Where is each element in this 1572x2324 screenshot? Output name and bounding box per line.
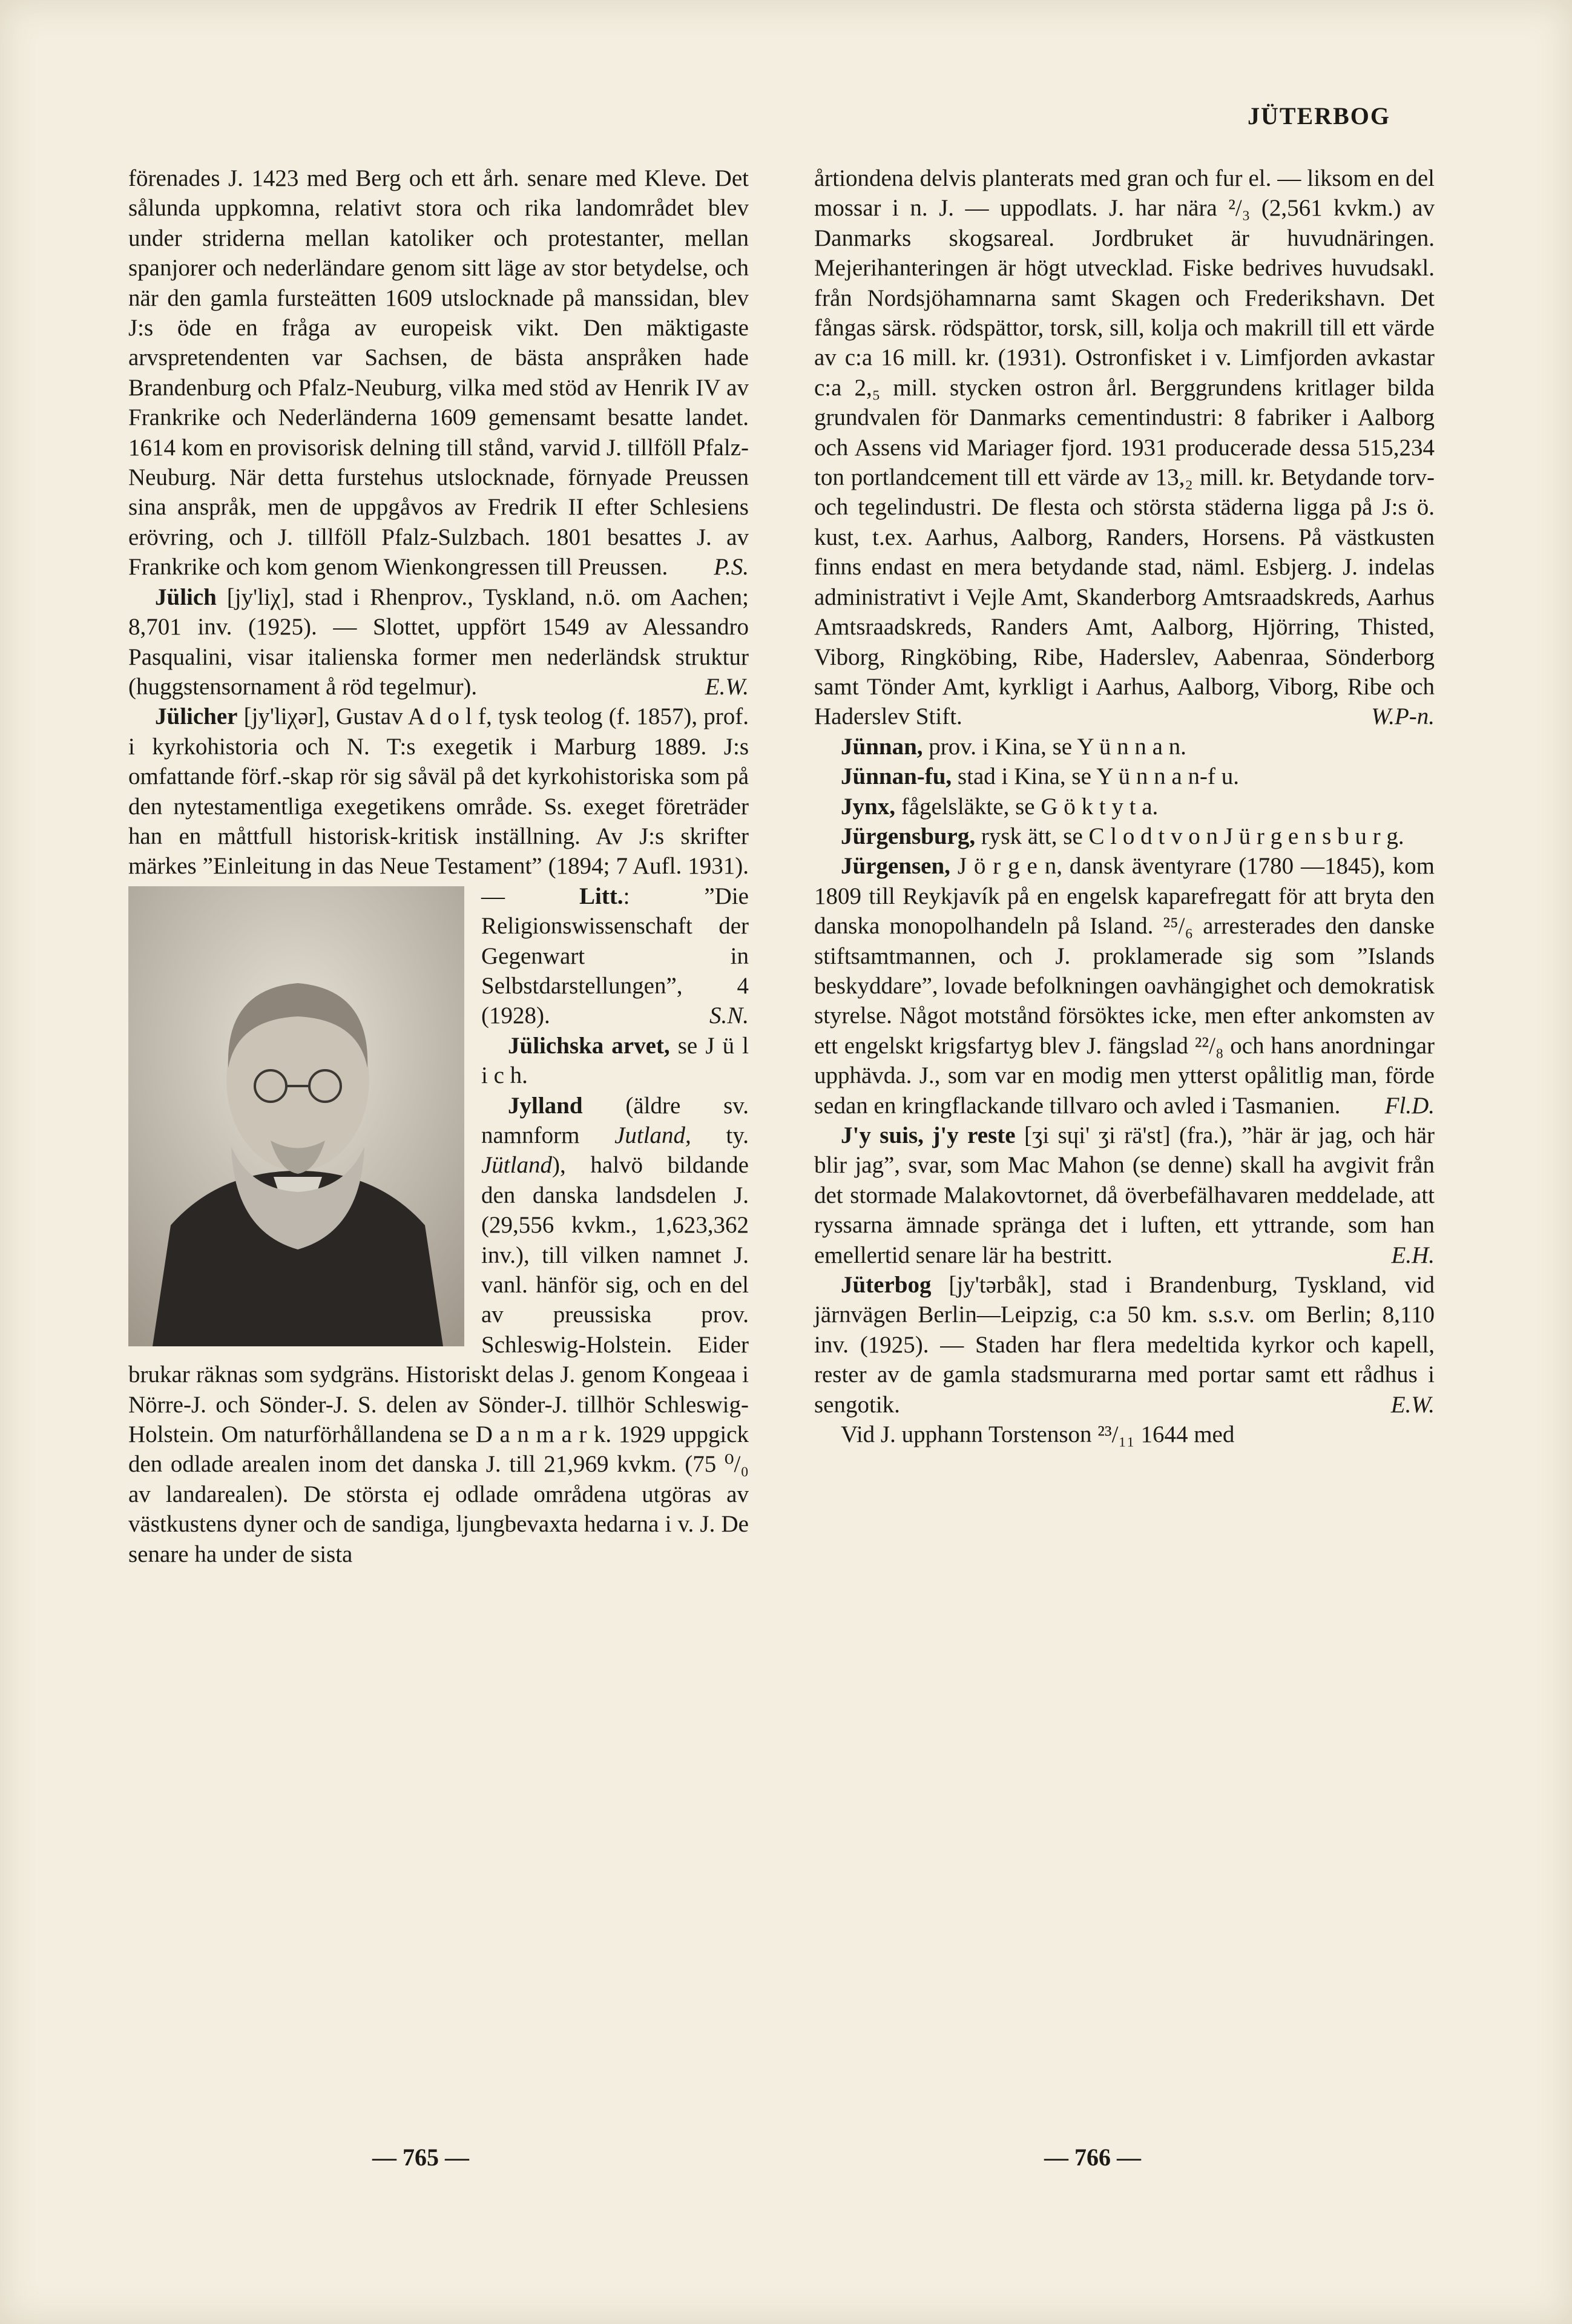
running-header: JÜTERBOG <box>1247 102 1390 130</box>
entry-jynx: Jynx, fågelsläkte, se G ö k t y t a. <box>841 793 1159 820</box>
signature: Fl.D. <box>1384 1092 1435 1119</box>
entry-jylland: Jylland (äldre sv. namnform Jutland, ty. Jütland), halvö bildande den danska landsdelen J. (29,556 kvkm., 1,623,362 inv.), till vilken namnet J. vanl. hänför sig, och en del av preussiska prov. Schleswig-Holstein. Eider brukar räknas som sydgräns. Historiskt delas J. genom Kongeaa i Nörre-J. och Sönder-J. S. delen av Sönder-J. tillhör Schleswig-Holstein. Om naturförhållandena se D a n m a r k. 1929 uppgick den odlade arealen inom det danska J. till 21,969 kvkm. (75 ⁰/₀ av landarealen). De största ej odlade områdena utgöras av västkustens dyner och de sandiga, ljungbevaxta hedarna i v. J. De senare ha under de sista <box>128 1092 749 1567</box>
entry-headword: J'y suis, j'y reste <box>841 1122 1016 1148</box>
entry-julichska-arvet: Jülichska arvet, se J ü l i c h. <box>481 1032 749 1089</box>
signature: E.W. <box>705 673 749 700</box>
alternate-name: Jütland <box>481 1152 552 1179</box>
entry-headword: Jülicher <box>155 703 238 730</box>
entry-headword: Jynx, <box>841 793 895 820</box>
cross-reference: J ü l i c h. <box>481 1032 749 1089</box>
entry-juterbog: Jüterbog [jy'tərbåk], stad i Brandenburg, Tyskland, vid järnvägen Berlin—Leipzig, c:a 50 km. s.s.v. om Berlin; 8,110 inv. (1925). — Staden har flera medeltida kyrkor och kapell, rester av de gamla stadsmurarna med portar samt ett rådhus i sengotik. E.W. <box>814 1270 1435 1420</box>
right-column <box>814 163 1435 1449</box>
signature: P.S. <box>714 554 749 581</box>
entry-headword: Jürgensen, <box>841 853 950 880</box>
paragraph-jylland-continued: årtiondena delvis planterats med gran och fur el. — liksom en del mossar i n. J. — uppodlats. J. har nära ²/₃ (2,561 kvkm.) av Danmarks skogsareal. Jordbruket är huvudnäringen. Mejerihanteringen är högt utvecklad. Fiske bedrives huvudsakl. från Nordsjöhamnarna samt Skagen och Frederikshavn. Det fångas särsk. rödspättor, torsk, sill, kolja och makrill till ett värde av c:a 16 mill. kr. (1931). Ostronfisket i v. Limfjorden avkastar c:a 2,₅ mill. stycken ostron årl. Berggrundens kritlager bilda grundvalen för Danmarks cementindustri: 8 fabriker i Aalborg och Assens vid Mariager fjord. 1931 producerade dessa 515,234 ton portlandcement till ett värde av 13,₂ mill. kr. Betydande torv- och tegelindustri. De flesta och största städerna ligga på J:s ö. kust, t.ex. Aarhus, Aalborg, Randers, Horsens. På västkusten finns endast en mera betydande stad, näml. Esbjerg. J. indelas administrativt i Vejle Amt, Skanderborg Amtsraadskreds, Aarhus Amtsraadskreds, Randers Amt, Aalborg, Hjörring, Thisted, Viborg, Ringköbing, Ribe, Haderslev, Aabenraa, Sönderborg samt Tönder Amt, kyrkligt i Aarhus, Aalborg, Viborg, Ribe och Haderslev Stift. W.P-n. <box>814 163 1435 732</box>
left-column <box>128 163 749 1569</box>
cross-reference: Y ü n n a n-f u. <box>1096 763 1239 790</box>
entry-headword: Jülich <box>155 584 217 610</box>
entry-jurgensburg: Jürgensburg, rysk ätt, se C l o d t v o n J ü r g e n s b u r g. <box>841 823 1404 849</box>
signature: S.N. <box>709 1002 749 1029</box>
entry-headword: Jülichska arvet, <box>508 1032 670 1059</box>
spaced-name: J ö r g e n <box>950 853 1057 880</box>
signature: E.W. <box>1390 1391 1435 1418</box>
entry-jy-suis: J'y suis, j'y reste [ʒi sɥi' ʒi rä'st] (fra.), ”här är jag, och här blir jag”, svar, som Mac Mahon (se denne) skall ha avgivit från det stormade Malakovtornet, då överbefälhavaren meddelade, att ryssarna ämnade spränga det i luften, ett yttrande, som han emellertid senare lär ha bestritt. E.H. <box>814 1121 1435 1270</box>
entry-headword: Jünnan-fu, <box>841 763 952 790</box>
entry-headword: Jüterbog <box>841 1272 932 1299</box>
signature: W.P-n. <box>1371 703 1435 730</box>
signature: E.H. <box>1391 1242 1435 1268</box>
paragraph-julich-continued: förenades J. 1423 med Berg och ett årh. senare med Kleve. Det sålunda uppkomna, relativt stora och rika landområdet blev under striderna mellan katoliker och protestanter, mellan spanjorer och nederländare genom sitt läge av stor betydelse, och när den gamla fursteätten 1609 utslocknade på manssidan, blev J:s öde en fråga av europeisk vikt. Den mäktigaste arvspretendenten var Sachsen, de bästa anspråken hade Brandenburg och Pfalz-Neuburg, vilka med stöd av Henrik IV av Frankrike och Nederländerna 1609 gemensamt besatte landet. 1614 kom en provisorisk delning till stånd, varvid J. tillföll Pfalz-Neuburg. När detta furstehus utslocknade, förnyade Preussen sina anspråk, men de uppgåvos av Fredrik II efter Schlesiens erövring, och J. tillföll Pfalz-Sulzbach. 1801 besattes J. av Frankrike och kom genom Wienkongressen till Preussen. P.S. <box>128 163 749 582</box>
entry-headword: Jünnan, <box>841 733 923 760</box>
entry-headword: Jürgensburg, <box>841 823 976 849</box>
entry-headword: Jylland <box>508 1092 583 1119</box>
entry-julich: Jülich [jy'liχ], stad i Rhenprov., Tyskland, n.ö. om Aachen; 8,701 inv. (1925). — Slottet, uppfört 1549 av Alessandro Pasqualini, visar italienska former men nederländsk struktur (huggstensornament å röd tegelmur). E.W. <box>128 582 749 702</box>
alternate-name: Jutland, <box>614 1122 691 1148</box>
portrait-photo <box>128 886 464 1346</box>
paragraph-torstenson: Vid J. upphann Torstenson ²³/₁₁ 1644 med <box>841 1421 1235 1448</box>
portrait-image <box>128 886 464 1346</box>
entry-junnan: Jünnan, prov. i Kina, se Y ü n n a n. <box>841 733 1186 760</box>
cross-reference: D a n m a r k. <box>475 1421 612 1448</box>
entry-julicher: Jülicher [jy'liχər], Gustav A d o l f, tysk teolog (f. 1857), prof. i kyrkohistoria och N. T:s exegetik i Marburg 1889. J:s omfattande förf.-skap rör sig såväl på det kyrkohistoriska som på den nytestamentliga exegetikens område. Ss. exeget företräder han en måttfull historisk-kritisk inställning. Av J:s skrifter märkes ”Einleitung in das Neue Testament” (1894; 7 Aufl. 1931). — Litt.: ”Die Religionswissenschaft der Gegenwart in Selbstdarstellungen”, 4 (1928). S.N. <box>128 702 749 1030</box>
page-number-right: — 766 — <box>1044 2144 1141 2171</box>
cross-reference: Y ü n n a n. <box>1077 733 1186 760</box>
entry-jurgensen: Jürgensen, J ö r g e n, dansk äventyrare (1780 —1845), kom 1809 till Reykjavík på en engelsk kaparefregatt för att bryta den danska monopolhandeln på Island. ²⁵/₆ arresterades den danske stiftsamtmannen, och J. proklamerade sig som ”Islands beskyddare”, lovade befolkningen oavhängighet och demokratisk styrelse. Något motstånd försöktes icke, men efter ankomsten av ett engelskt krigsfartyg blev J. fängslad ²²/₈ och hans anordningar upphävda. J., som var en modig men ytterst opålitlig man, förde sedan en kringflackande tillvaro och avled i Tasmanien. Fl.D. <box>814 851 1435 1121</box>
litt-label: Litt. <box>579 883 623 909</box>
spaced-name: A d o l f <box>407 703 486 730</box>
cross-reference: G ö k t y t a. <box>1041 793 1159 820</box>
page-number-left: — 765 — <box>372 2144 469 2171</box>
cross-reference: C l o d t v o n J ü r g e n s b u r g. <box>1088 823 1404 849</box>
entry-junnan-fu: Jünnan-fu, stad i Kina, se Y ü n n a n-f u. <box>841 763 1239 790</box>
